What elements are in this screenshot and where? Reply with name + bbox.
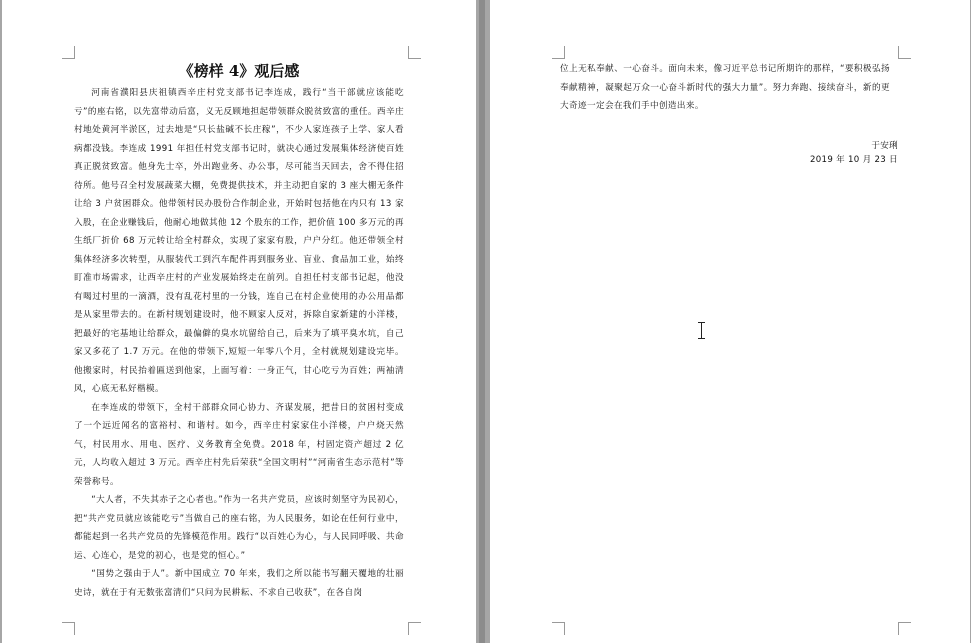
margin-marker-bottom-left: [552, 622, 565, 635]
author-signature[interactable]: 于安琍: [871, 141, 898, 151]
paragraph[interactable]: 位上无私奉献、一心奋斗。面向未来，像习近平总书记所期许的那样，“要积极弘扬奉献精神，凝聚起万众一心奋斗新时代的强大力量”。努力奔跑、接续奋斗，新的更大奇迹一定会在我们手中创造出来。: [560, 64, 890, 111]
margin-marker-bottom-right: [898, 622, 911, 635]
paragraph[interactable]: “国势之强由于人”。新中国成立 70 年来，我们之所以能书写翻天覆地的壮丽史诗，就在于有无数张富清们“只问为民耕耘、不求自己收获”，在各自岗: [74, 569, 404, 598]
page-gap: [479, 0, 485, 643]
document-page-2[interactable]: [490, 0, 970, 643]
margin-marker-top-right: [408, 46, 421, 59]
paragraph[interactable]: “大人者，不失其赤子之心者也。”作为一名共产党员，应该时刻坚守为民初心，把“共产党员就应该能吃亏”当做自己的座右铭，为人民服务，如论在任何行业中，都能起到一名共产党员的先锋模范作用。践行“以百姓心为心，与人民同呼吸、共命运、心连心，是党的初心，也是党的恒心。”: [74, 495, 404, 561]
margin-marker-top-left: [62, 46, 75, 59]
paragraph[interactable]: 在李连成的带领下，全村干部群众同心协力、齐谋发展，把昔日的贫困村变成了一个远近闻名的富裕村、和谐村。如今，西辛庄村家家住小洋楼，户户烧天然气，村民用水、用电、医疗、义务教育全免费。2018 年，村固定资产超过 2 亿元，人均收入超过 3 万元。西辛庄村先后荣获“全国文明村”“河南省生态示范村”等荣誉称号。: [74, 402, 404, 487]
text-cursor-icon: [698, 322, 706, 340]
margin-marker-top-left: [552, 46, 565, 59]
margin-marker-top-right: [898, 46, 911, 59]
document-page-1[interactable]: [2, 0, 476, 643]
paragraph[interactable]: 河南省濮阳县庆祖镇西辛庄村党支部书记李连成，践行“当干部就应该能吃亏”的座右铭，以先富带动后富，义无反顾地担起带领群众脱贫致富的重任。西辛庄村地处黄河半淤区，过去地是“只长盐碱不长庄稼”，不少人家连孩子上学、家人看病都没钱。李连成 1991 年担任村党支部书记时，就决心通过发展集体经济使百姓真正脱贫致富。他身先士卒，外出跑业务、办公事，尽可能当天回去，舍不得住招待所。他号召全村发展蔬菜大棚，免费提供技术，并主动把自家的 3 座大棚无条件让给 3 户贫困群众。他带领村民办股份合作制企业，开始时包括他在内只有 13 家入股，在企业赚钱后，他耐心地做其他 12 个股东的工作，把价值 100 多万元的再生纸厂折价 68 万元转让给全村群众，实现了家家有股，户户分红。他还带领全村集体经济多次转型，从服装代工到汽车配件再到服务业、盲业、食品加工业，始终盯准市场需求，让西辛庄村的产业发展始终走在前列。自担任村支部书记起，他没有喝过村里的一滴酒，没有乱花村里的一分钱，连自己在村企业使用的办公用品都是从家里带去的。在新村规划建设时，他不顾家人反对，拆除自家新建的小洋楼，把最好的宅基地让给群众，最偏僻的臭水坑留给自己，后来为了填平臭水坑，自己家又多花了 1.7 万元。在他的带领下,短短一年零八个月，全村就规划建设完毕。他搬家时，村民抬着匾送到他家，上面写着：一身正气，甘心吃亏为百姓；两袖清风，心底无私好楷模。: [74, 88, 404, 394]
margin-marker-bottom-right: [408, 622, 421, 635]
signature-date[interactable]: 2019 年 10 月 23 日: [810, 155, 898, 165]
document-title[interactable]: 《榜样 4》观后感: [178, 62, 300, 80]
page-1-body[interactable]: [74, 84, 404, 602]
margin-marker-bottom-left: [62, 622, 75, 635]
page-2-body[interactable]: [560, 60, 890, 116]
